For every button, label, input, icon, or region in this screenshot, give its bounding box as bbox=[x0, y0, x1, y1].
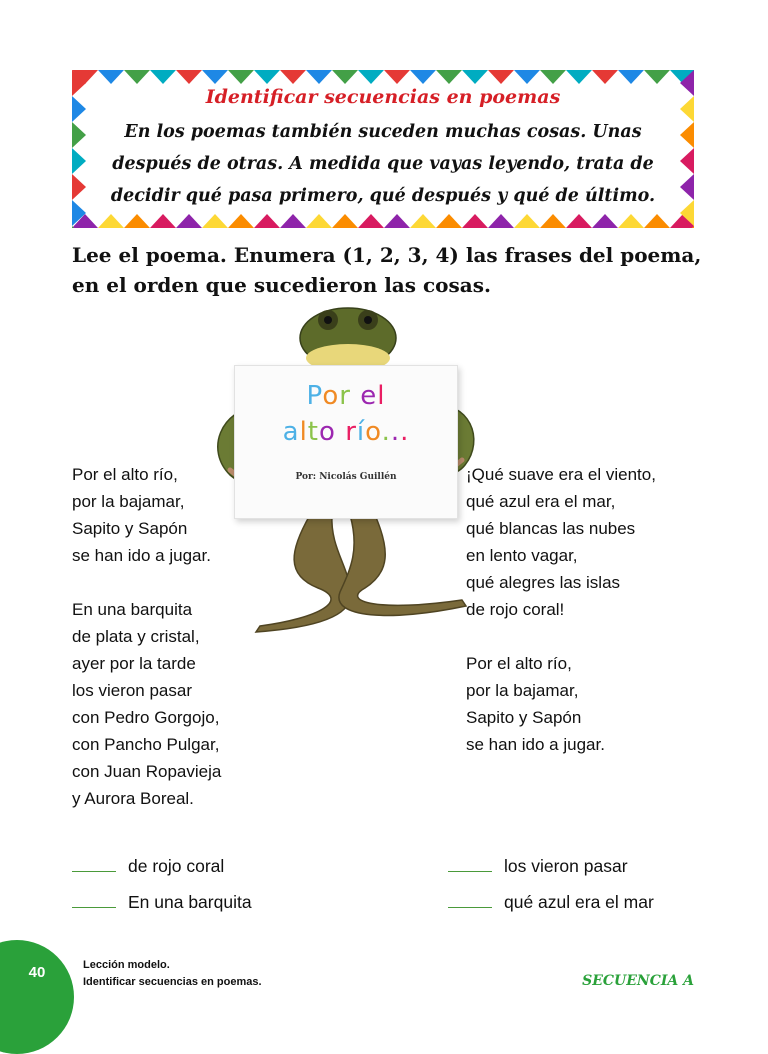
poem-line: y Aurora Boreal. bbox=[72, 789, 194, 808]
poem-line: en lento vagar, bbox=[466, 546, 578, 565]
exercise-item-2 bbox=[448, 856, 628, 877]
instruction-line: Lee el poema. Enumera (1, 2, 3, 4) las frases del poema, bbox=[72, 243, 702, 267]
poem-line: qué alegres las islas bbox=[466, 573, 621, 592]
banner-title: Identificar secuencias en poemas bbox=[205, 86, 561, 108]
poem-line: Por el alto río, bbox=[72, 465, 178, 484]
poem-line: Por el alto río, bbox=[466, 654, 572, 673]
poem-line: Sapito y Sapón bbox=[466, 708, 582, 727]
poem-line: por la bajamar, bbox=[72, 492, 185, 511]
answer-blank[interactable] bbox=[448, 857, 492, 872]
exercise-item-3 bbox=[72, 892, 252, 913]
banner-line: después de otras. A medida que vayas leyendo, trata de bbox=[112, 154, 654, 174]
poem-line: se han ido a jugar. bbox=[72, 546, 211, 565]
poem-line: los vieron pasar bbox=[72, 681, 193, 700]
banner-line: En los poemas también suceden muchas cosas. Unas bbox=[124, 122, 642, 142]
poem-stanza-4 bbox=[466, 650, 605, 758]
poem-stanza-1 bbox=[72, 461, 211, 569]
poem-title-line: alto río... bbox=[282, 417, 410, 447]
footer-lesson-line: Lección modelo. bbox=[83, 959, 170, 971]
poem-line: con Pedro Gorgojo, bbox=[72, 708, 220, 727]
poem-line: con Pancho Pulgar, bbox=[72, 735, 220, 754]
poem-title-line: Por el bbox=[306, 381, 386, 411]
exercise-item-4 bbox=[448, 892, 654, 913]
poem-line: con Juan Ropavieja bbox=[72, 762, 222, 781]
poem-line: qué blancas las nubes bbox=[466, 519, 636, 538]
exercise-phrase: los vieron pasar bbox=[504, 856, 628, 876]
poem-author: Por: Nicolás Guillén bbox=[295, 472, 397, 482]
exercise-item-1 bbox=[72, 856, 224, 877]
instruction-text bbox=[72, 240, 722, 300]
poem-line: por la bajamar, bbox=[466, 681, 579, 700]
page-number-badge bbox=[0, 940, 74, 1054]
instruction-banner bbox=[72, 70, 694, 228]
footer-lesson bbox=[83, 957, 262, 991]
footer-lesson-line: Identificar secuencias en poemas. bbox=[83, 976, 262, 988]
poem-line: En una barquita bbox=[72, 600, 193, 619]
banner-text bbox=[102, 116, 664, 212]
poem-line: ¡Qué suave era el viento, bbox=[466, 465, 656, 484]
poem-line: ayer por la tarde bbox=[72, 654, 196, 673]
poem-stanza-2 bbox=[72, 596, 221, 812]
answer-blank[interactable] bbox=[72, 857, 116, 872]
poem-line: Sapito y Sapón bbox=[72, 519, 188, 538]
page-number: 40 bbox=[28, 964, 46, 981]
banner-line: decidir qué pasa primero, qué después y qué de último. bbox=[110, 186, 656, 206]
poem-title bbox=[235, 378, 457, 450]
answer-blank[interactable] bbox=[72, 893, 116, 908]
poem-line: se han ido a jugar. bbox=[466, 735, 605, 754]
instruction-line: en el orden que sucedieron las cosas. bbox=[72, 273, 491, 297]
poem-line: de rojo coral! bbox=[466, 600, 565, 619]
poem-line: qué azul era el mar, bbox=[466, 492, 616, 511]
poem-title-sign bbox=[234, 365, 458, 519]
poem-stanza-3 bbox=[466, 461, 656, 623]
answer-blank[interactable] bbox=[448, 893, 492, 908]
poem-line: de plata y cristal, bbox=[72, 627, 200, 646]
exercise-phrase: qué azul era el mar bbox=[504, 892, 654, 912]
sequence-label: SECUENCIA A bbox=[582, 973, 694, 989]
exercise-phrase: de rojo coral bbox=[128, 856, 225, 876]
exercise-phrase: En una barquita bbox=[128, 892, 252, 912]
